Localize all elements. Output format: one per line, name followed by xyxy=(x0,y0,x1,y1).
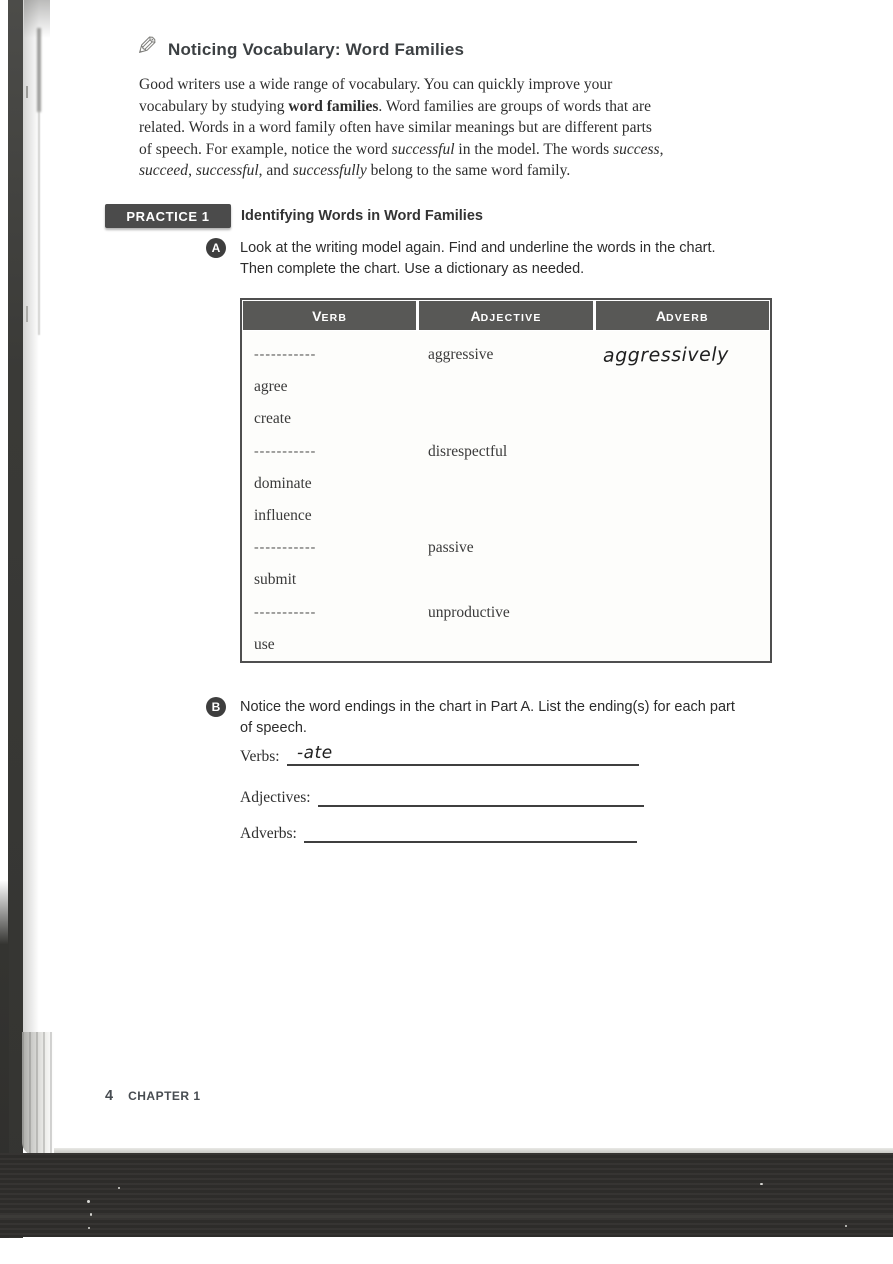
scan-mark xyxy=(26,306,28,322)
header-initial: A xyxy=(470,308,481,324)
part-b-instructions xyxy=(240,697,735,738)
table-row xyxy=(242,339,770,371)
verbs-label: Verbs: xyxy=(240,748,280,765)
page-curl-edge xyxy=(22,1032,54,1156)
chapter-label: CHAPTER 1 xyxy=(128,1089,201,1103)
word-family-table xyxy=(240,298,772,663)
part-b-marker: B xyxy=(206,697,226,717)
verb-cell: submit xyxy=(254,571,297,589)
scan-streak xyxy=(37,28,41,112)
instruction-line: Notice the word endings in the chart in Part A. List the ending(s) for each part xyxy=(240,699,735,715)
scan-speck xyxy=(118,1187,120,1189)
header-rest: DJECTIVE xyxy=(480,312,542,324)
section-title: Noticing Vocabulary: Word Families xyxy=(168,40,465,59)
verb-cell: ----------- xyxy=(254,540,317,556)
page-edge-shadow xyxy=(23,0,39,1100)
part-a-marker: A xyxy=(206,238,226,258)
header-initial: V xyxy=(312,308,322,324)
practice-badge: PRACTICE 1 xyxy=(105,204,231,228)
scan-speck xyxy=(90,1213,92,1216)
table-header-row xyxy=(242,300,770,331)
scan-mark xyxy=(26,86,28,98)
adverbs-blank-line xyxy=(304,826,637,843)
intro-paragraph: Good writers use a wide range of vocabulary. You can quickly improve your vocabulary by studying word families. Word families are groups of words that are related. Words in a word family often have similar meanings but are different parts of speech. For example, notice the word successful in the model. The words success, succeed, successful, and successfully belong to the same word family. xyxy=(139,76,664,179)
adjective-cell: aggressive xyxy=(428,346,494,364)
scan-speck xyxy=(87,1200,90,1203)
header-rest: DVERB xyxy=(666,312,709,324)
adjectives-field xyxy=(240,789,644,807)
adjectives-blank-line xyxy=(318,790,644,807)
page-number: 4 xyxy=(105,1088,114,1104)
verb-cell: ----------- xyxy=(254,604,317,620)
table-row xyxy=(242,500,770,532)
table-body xyxy=(242,331,770,661)
instruction-line: Then complete the chart. Use a dictionary as needed. xyxy=(240,260,585,277)
scanner-background-band xyxy=(0,1153,893,1237)
verbs-field xyxy=(240,742,639,766)
table-row xyxy=(242,468,770,500)
table-row xyxy=(242,597,770,629)
scan-band-line xyxy=(0,1215,893,1218)
verbs-answer: -ate xyxy=(296,742,333,764)
adverb-cell: aggressively xyxy=(602,343,729,367)
table-row xyxy=(242,436,770,468)
adverbs-label: Adverbs: xyxy=(240,825,297,842)
scan-speck xyxy=(760,1183,763,1185)
header-initial: A xyxy=(655,308,666,324)
table-header-cell xyxy=(419,301,592,330)
table-header-cell xyxy=(596,301,769,330)
adjectives-label: Adjectives: xyxy=(240,789,311,806)
verb-cell: use xyxy=(254,635,275,653)
adverbs-field xyxy=(240,825,637,843)
instruction-line: Look at the writing model again. Find and underline the words in the chart. xyxy=(240,240,716,256)
table-row xyxy=(242,403,770,435)
verb-cell: agree xyxy=(254,378,288,396)
scan-speck xyxy=(88,1227,90,1229)
adjective-cell: unproductive xyxy=(428,603,510,621)
header-rest: ERB xyxy=(321,312,348,324)
scan-speck xyxy=(845,1225,847,1227)
book-binding-strip xyxy=(8,0,23,1238)
practice-title: Identifying Words in Word Families xyxy=(241,208,483,224)
table-row xyxy=(242,532,770,564)
adjective-cell: passive xyxy=(428,539,474,557)
table-row xyxy=(242,564,770,596)
instruction-line: of speech. xyxy=(240,719,307,736)
table-row xyxy=(242,629,770,661)
verb-cell: create xyxy=(254,410,291,428)
pencil-icon: ✎ xyxy=(136,32,158,62)
verb-cell: influence xyxy=(254,507,312,525)
verb-cell: ----------- xyxy=(254,443,317,459)
verb-cell: dominate xyxy=(254,474,312,492)
adjective-cell: disrespectful xyxy=(428,442,508,460)
scan-streak xyxy=(38,110,40,335)
table-header-cell xyxy=(243,301,416,330)
verb-cell: ----------- xyxy=(254,347,317,363)
page-footer xyxy=(105,1088,201,1104)
part-a-instructions xyxy=(240,238,716,279)
table-row xyxy=(242,371,770,403)
verbs-blank-line xyxy=(287,742,639,766)
